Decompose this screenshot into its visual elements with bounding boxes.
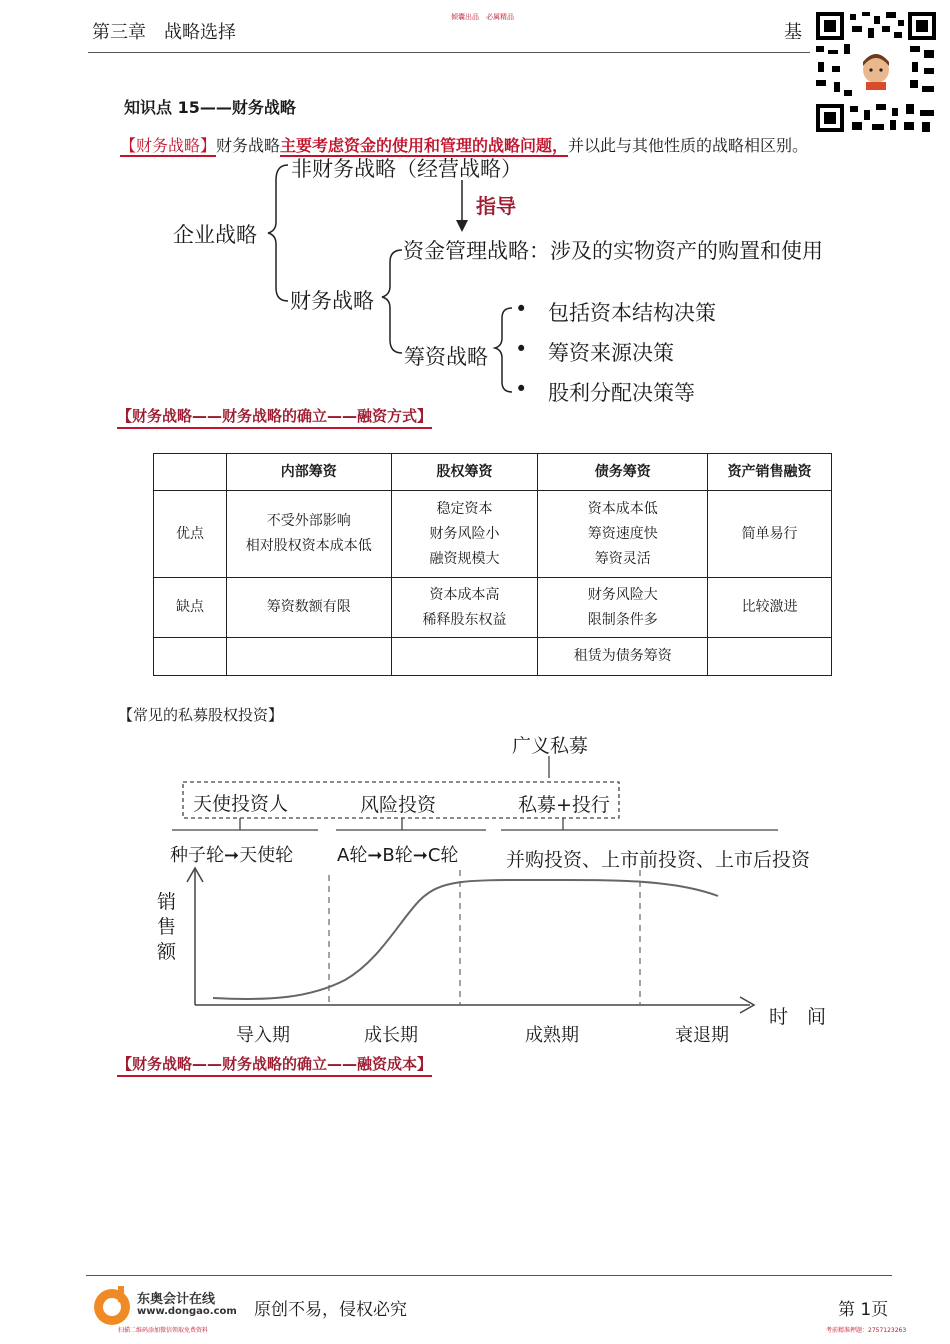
cell-line: 筹资速度快: [587, 525, 658, 542]
y-axis-char: 销: [157, 891, 177, 913]
page-number: 第 1页: [838, 1300, 889, 1320]
logo-name: 东奥会计在线: [137, 1292, 216, 1307]
cell-line: 筹资数额有限: [266, 599, 351, 615]
cell-line: 不受外部影响: [266, 513, 351, 529]
bullet: •: [515, 297, 528, 321]
tree-braces: [0, 0, 950, 420]
bullet: •: [515, 377, 528, 401]
financing-item: 股利分配决策等: [548, 381, 695, 405]
table-header-cell: 债务筹资: [538, 454, 708, 491]
table-cell: [391, 491, 538, 578]
round-label: 种子轮➞天使轮: [170, 845, 294, 866]
footer-right-note: 考前精准押题：2757123263: [826, 1327, 907, 1334]
table-cell: [226, 578, 391, 638]
table-header-cell: 资产销售融资: [708, 454, 832, 491]
logo-url[interactable]: www.dongao.com: [137, 1306, 237, 1317]
cell-line: 租赁为债务筹资: [573, 648, 672, 664]
table-cell: [708, 638, 832, 676]
cell-line: 限制条件多: [587, 611, 658, 628]
intro-tag: 【财务战略】: [120, 136, 217, 155]
x-axis-label: 时 间: [769, 1006, 827, 1028]
tree-financial: 财务战略: [290, 289, 374, 313]
y-axis-char: 售: [157, 916, 177, 938]
cell-line: 财务风险大: [587, 586, 658, 603]
cell-line: 相对股权资本成本低: [245, 538, 372, 554]
stage-label: 导入期: [236, 1025, 290, 1046]
table-cell: [538, 638, 708, 676]
table-cell: [708, 578, 832, 638]
financing-comparison-table: [153, 453, 832, 676]
table-cell: [538, 491, 708, 578]
table-cell: [391, 578, 538, 638]
row-label: 优点: [154, 491, 227, 578]
table-header-cell: 股权筹资: [391, 454, 538, 491]
tree-fund-management: 资金管理战略：涉及的实物资产的购置和使用: [403, 239, 823, 263]
tree-guide-label: 指导: [476, 194, 516, 218]
table-row: [154, 578, 832, 638]
cell-line: 融资规模大: [429, 550, 500, 567]
chapter-title: 第三章 战略选择: [92, 22, 236, 43]
tree-non-financial: 非财务战略（经营战略）: [291, 157, 522, 181]
top-note: 倾囊出品 必属精品: [451, 13, 514, 21]
row-label: 缺点: [154, 578, 227, 638]
cell-line: 简单易行: [741, 525, 798, 542]
category-label: 天使投资人: [193, 793, 289, 815]
header-right-text: 基: [784, 22, 802, 43]
cell-line: 筹资灵活: [594, 550, 651, 567]
table-header-cell: 内部筹资: [226, 454, 391, 491]
stage-label: 衰退期: [675, 1025, 729, 1046]
stage-label: 成长期: [364, 1025, 418, 1046]
table-row: [154, 638, 832, 676]
financing-item: 包括资本结构决策: [548, 301, 716, 325]
private-equity-title: 【常见的私募股权投资】: [118, 706, 284, 724]
round-label: 并购投资、上市前投资、上市后投资: [506, 849, 811, 871]
category-label: 风险投资: [360, 794, 437, 816]
section-financing-methods: 【财务战略——财务战略的确立——融资方式】: [117, 405, 432, 429]
bullet: •: [515, 337, 528, 361]
footer-left-note: 扫描二维码添加微信领取免费资料: [118, 1327, 209, 1334]
tree-financing: 筹资战略: [404, 345, 488, 369]
tree-root: 企业战略: [173, 223, 257, 247]
footer-slogan: 原创不易，侵权必究: [254, 1300, 407, 1320]
cell-line: 比较激进: [741, 599, 798, 615]
row-label: [154, 638, 227, 676]
category-label: 私募+投行: [518, 794, 610, 816]
broad-private-equity-label: 广义私募: [512, 735, 589, 757]
cell-line: 财务风险小: [429, 525, 500, 542]
round-label: A轮➞B轮➞C轮: [337, 845, 459, 866]
knowledge-point-title: 知识点 15——财务战略: [124, 98, 296, 117]
cell-line: 稀释股东权益: [422, 611, 507, 628]
table-cell: [708, 491, 832, 578]
cell-line: 资本成本低: [587, 500, 658, 517]
stage-label: 成熟期: [525, 1025, 579, 1046]
table-cell: [538, 578, 708, 638]
cell-line: 资本成本高: [429, 586, 500, 603]
table-cell: [391, 638, 538, 676]
dongao-logo-icon[interactable]: [90, 1282, 136, 1328]
lifecycle-chart: [0, 700, 950, 1040]
table-row: [154, 491, 832, 578]
y-axis-char: 额: [157, 941, 177, 963]
table-header-row: [154, 454, 832, 491]
intro-pre: 财务战略: [216, 136, 281, 155]
table-cell: [226, 638, 391, 676]
intro-emphasis: 主要考虑资金的使用和管理的战略问题，: [280, 136, 569, 155]
cell-line: 稳定资本: [436, 500, 493, 517]
intro-post: 并以此与其他性质的战略相区别。: [568, 136, 809, 155]
table-header-cell: [154, 454, 227, 491]
footer-divider: [86, 1275, 892, 1276]
financing-item: 筹资来源决策: [548, 341, 674, 365]
section-financing-cost: 【财务战略——财务战略的确立——融资成本】: [117, 1053, 432, 1077]
table-cell: [226, 491, 391, 578]
